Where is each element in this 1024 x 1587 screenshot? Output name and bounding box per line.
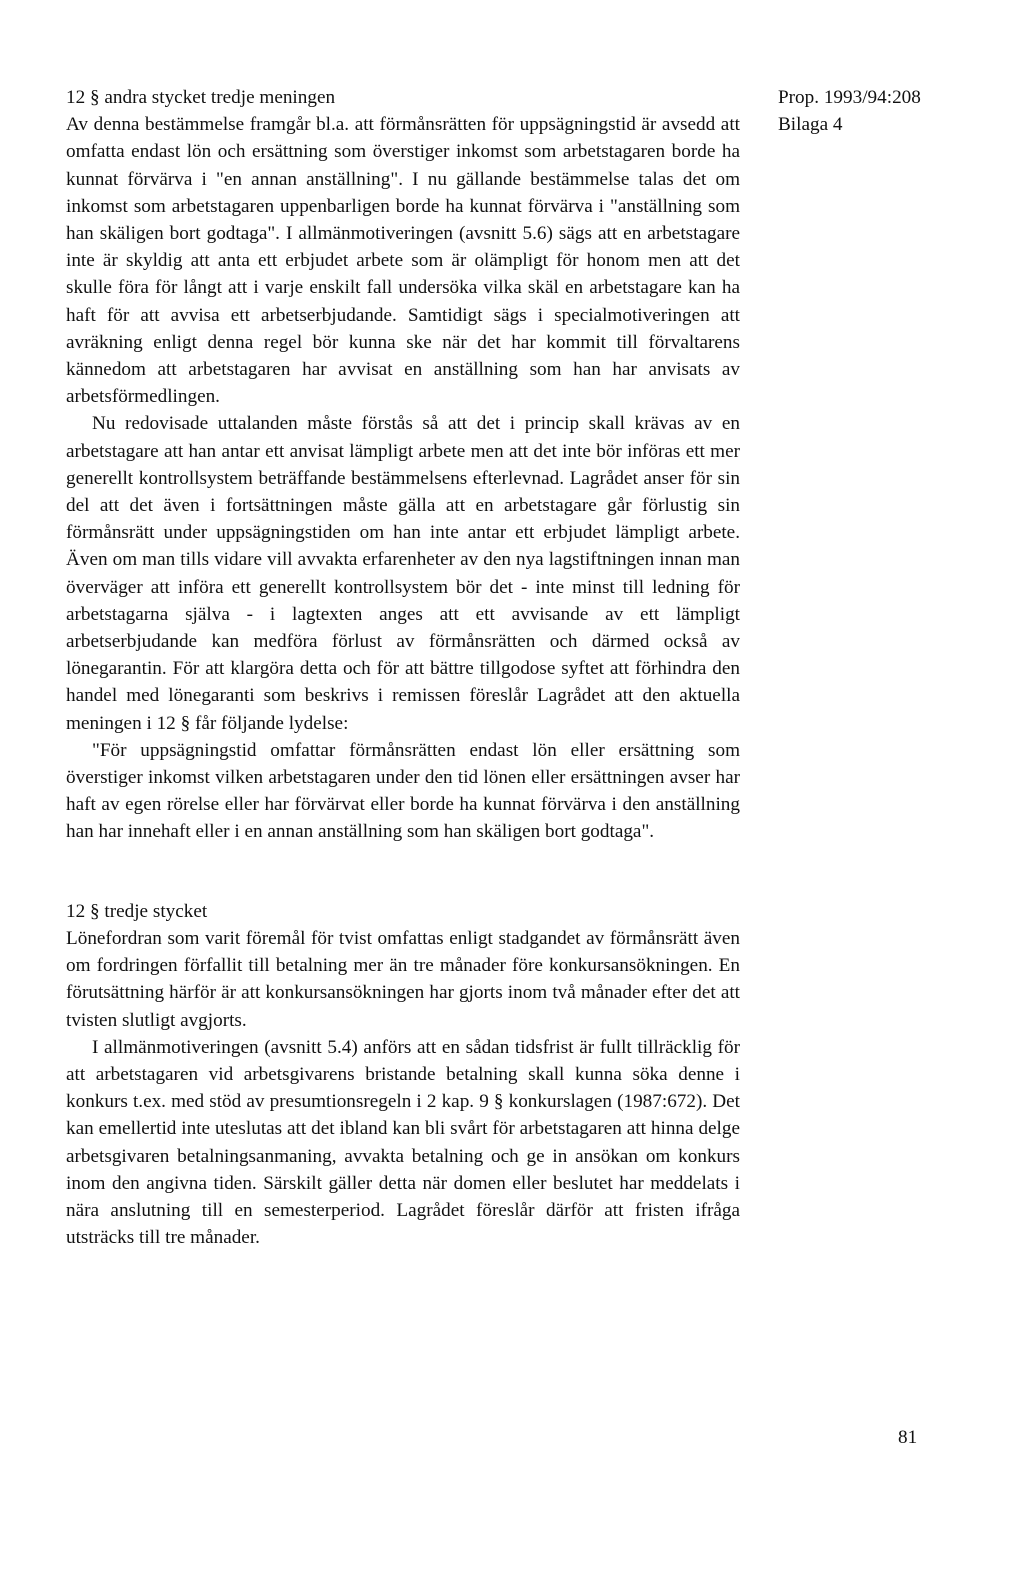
section1-paragraph-2: Nu redovisade uttalanden måste förstås så att det i princip skall krävas av en arbetstagare att han antar ett anvisat lämpligt arbete men att det inte bör införas ett mer generellt kontrollsystem beträffande bestämmelsens efterlevnad. Lagrådet anser för sin del att det även i fortsättningen måste gälla att en arbetstagare går förlustig sin förmånsrätt under uppsägningstiden om han inte antar ett erbjudet lämpligt arbete. Även om man tills vidare vill avvakta erfarenheter av den nya lagstiftningen innan man överväger att införa ett generellt kontrollsystem bör det - inte minst till ledning för arbetstagarna själva - i lagtexten anges att ett avvisande av ett lämpligt arbetserbjudande kan medföra förlust av förmånsrätten och därmed också av lönegarantin. För att klargöra detta och för att bättre tillgodose syftet att förhindra den handel med lönegaranti som beskrivs i remissen föreslår Lagrådet att den aktuella meningen i 12 § får följande lydelse: (66, 413, 740, 734)
section1-paragraph-1: Av denna bestämmelse framgår bl.a. att förmånsrätten för uppsägningstid är avsedd att omfatta endast lön och ersättning som överstiger inkomst som arbetstagaren borde ha kunnat förvärva i "en annan anställning". I nu gällande bestämmelse talas det om inkomst som arbetstagaren uppenbarligen borde ha kunnat förvärva i "anställning som han skäligen bort godtaga". I allmänmotiveringen (avsnitt 5.6) sägs att en arbetstagare inte är skyldig att anta ett erbjudet arbete som är olämpligt för honom men att det skulle föra för långt att i varje enskilt fall undersöka vilka skäl en arbetstagare kan ha haft för att avvisa ett arbetserbjudande. Samtidigt sägs i specialmotiveringen att avräkning enligt denna regel bör kunna ske när det har kommit till förvaltarens kännedom att arbetstagaren har avvisat en anställning som han har anvisats av arbetsförmedlingen. (66, 114, 740, 408)
section-heading-12-3: 12 § tredje stycket (66, 900, 208, 922)
proposition-reference: Prop. 1993/94:208 (778, 87, 921, 108)
section2-paragraph-1: Lönefordran som varit föremål för tvist omfattas enligt stadgandet av förmånsrätt även om fordringen förfallit till betalning mer än tre månader före konkursansökningen. En förutsättning härför är att konkursansökningen har gjorts inom två månader efter det att tvisten slutligt avgjorts. (66, 927, 740, 1031)
section-spacer (66, 846, 740, 898)
main-text-column (66, 84, 740, 1251)
proposed-wording-quote: "För uppsägningstid omfattar förmånsrätten endast lön eller ersättning som överstiger inkomst vilken arbetstagaren under den tid lönen eller ersättningen avser har haft av egen rörelse eller har förvärvat eller borde ha kunnat förvärva i den anställning han har innehaft eller i en annan anställning som han skäligen bort godtaga". (66, 739, 740, 843)
section2-paragraph-2: I allmänmotiveringen (avsnitt 5.4) anförs att en sådan tidsfrist är fullt tillräcklig för att arbetstagaren vid arbetsgivarens bristande betalning skall kunna söka denne i konkurs t.ex. med stöd av presumtionsregeln i 2 kap. 9 § konkurslagen (1987:672). Det kan emellertid inte uteslutas att det ibland kan bli svårt för arbetstagaren att hinna delge arbetsgivaren betalningsanmaning, avvakta betalning och ge in ansökan om konkurs inom den angivna tiden. Särskilt gäller detta när domen eller beslutet har meddelats i nära anslutning till en semesterperiod. Lagrådet föreslår därför att fristen ifråga utsträcks till tre månader. (66, 1036, 740, 1249)
page-number: 81 (898, 1427, 918, 1448)
margin-reference (778, 84, 921, 138)
section-heading-12-2-3: 12 § andra stycket tredje meningen (66, 87, 336, 108)
appendix-reference: Bilaga 4 (778, 114, 843, 136)
